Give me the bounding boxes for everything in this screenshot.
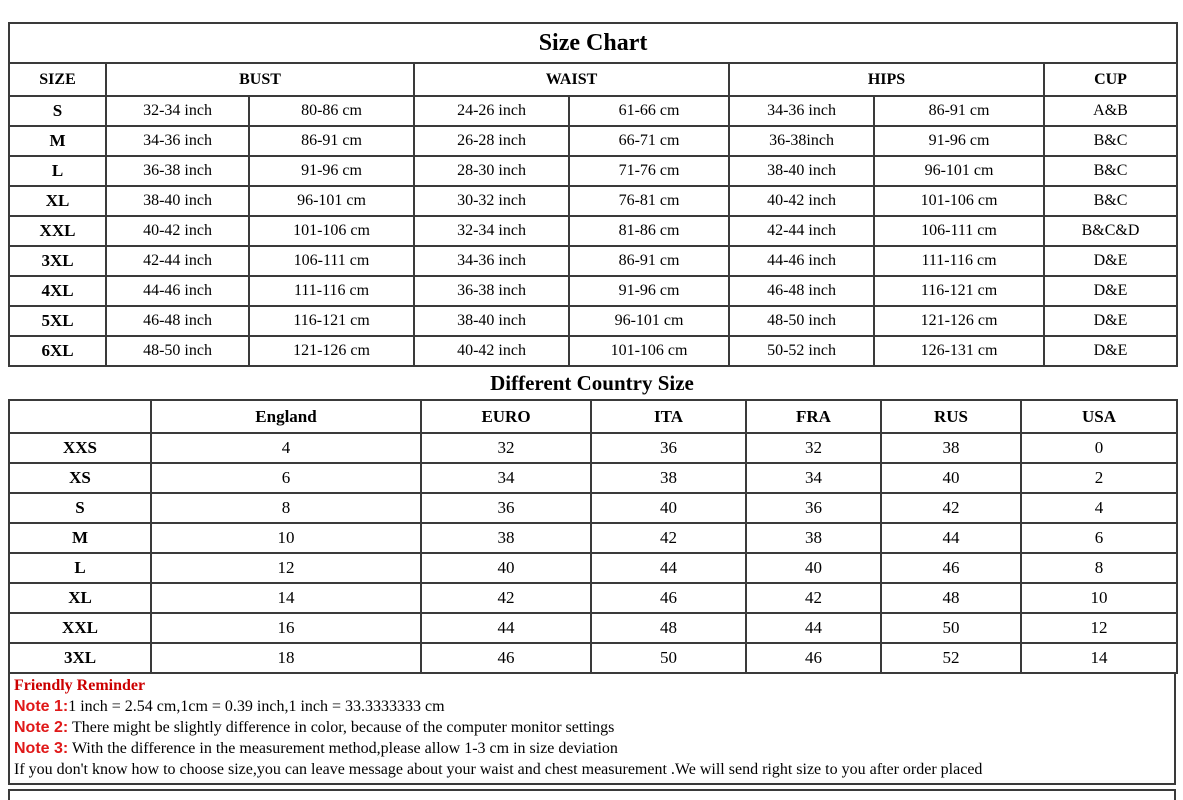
table-cell: 40 [881,463,1021,493]
table-cell: 111-116 cm [249,276,414,306]
row-label: S [9,96,106,126]
row-label: S [9,493,151,523]
table-cell: 91-96 cm [874,126,1044,156]
table-cell: 34-36 inch [414,246,569,276]
row-label: XS [9,463,151,493]
table-cell: 10 [151,523,421,553]
table-cell: D&E [1044,336,1177,366]
row-label: L [9,156,106,186]
table-cell: 34-36 inch [106,126,249,156]
table-cell: 40 [746,553,881,583]
table-cell: 81-86 cm [569,216,729,246]
table-cell: 116-121 cm [249,306,414,336]
size-chart-title-row [9,23,1177,63]
row-label: XL [9,186,106,216]
note-2 [14,717,1170,738]
table-row [9,246,1177,276]
table-cell: 10 [1021,583,1177,613]
table-cell: 30-32 inch [414,186,569,216]
table-cell: 34 [421,463,591,493]
table-row [9,583,1177,613]
table-cell: 44-46 inch [106,276,249,306]
row-label: 3XL [9,246,106,276]
table-cell: 46 [591,583,746,613]
country-size-title: Different Country Size [490,371,694,395]
table-cell: 91-96 cm [569,276,729,306]
row-label: M [9,523,151,553]
table-cell: 2 [1021,463,1177,493]
note-1-text: 1 inch = 2.54 cm,1cm = 0.39 inch,1 inch = 33.3333333 cm [68,698,445,715]
table-row [9,306,1177,336]
column-header-hips: HIPS [729,63,1044,96]
table-cell: 32-34 inch [414,216,569,246]
column-header-bust: BUST [106,63,414,96]
table-cell: 121-126 cm [874,306,1044,336]
table-cell: 40-42 inch [729,186,874,216]
table-cell: 24-26 inch [414,96,569,126]
table-cell: 44 [746,613,881,643]
note-3-label: Note 3: [14,740,69,757]
table-cell: 38-40 inch [729,156,874,186]
table-cell: 48-50 inch [729,306,874,336]
table-cell: B&C [1044,156,1177,186]
table-cell: 38 [591,463,746,493]
table-cell: 96-101 cm [569,306,729,336]
table-cell: 40-42 inch [106,216,249,246]
table-cell: 48 [881,583,1021,613]
size-chart-header-row [9,63,1177,96]
table-cell: 42-44 inch [729,216,874,246]
note-3-text: With the difference in the measurement method,please allow 1-3 cm in size deviation [68,740,618,757]
row-label: L [9,553,151,583]
note-1-label: Note 1: [14,698,69,715]
table-cell: 46 [881,553,1021,583]
row-label: M [9,126,106,156]
table-cell: 44 [881,523,1021,553]
column-header-fra: FRA [746,400,881,433]
table-cell: 71-76 cm [569,156,729,186]
table-cell: 101-106 cm [249,216,414,246]
table-cell: 8 [1021,553,1177,583]
table-cell: 38-40 inch [106,186,249,216]
table-cell: 18 [151,643,421,673]
table-cell: 61-66 cm [569,96,729,126]
table-cell: 111-116 cm [874,246,1044,276]
row-label: XXS [9,433,151,463]
table-cell: 36 [591,433,746,463]
table-row [9,216,1177,246]
column-header-ita: ITA [591,400,746,433]
column-header-rus: RUS [881,400,1021,433]
table-row [9,643,1177,673]
table-cell: 6 [151,463,421,493]
table-cell: 32 [421,433,591,463]
sizing-help-text: If you don't know how to choose size,you can leave message about your waist and chest measurement .We will send right size to you after order placed [14,761,983,778]
table-cell: 6 [1021,523,1177,553]
table-row [9,156,1177,186]
table-cell: 12 [1021,613,1177,643]
table-cell: 46-48 inch [106,306,249,336]
table-cell: 96-101 cm [874,156,1044,186]
size-chart-body [9,96,1177,366]
table-cell: 14 [1021,643,1177,673]
notes-box [8,674,1176,785]
table-cell: 36-38inch [729,126,874,156]
table-cell: 106-111 cm [249,246,414,276]
table-cell: D&E [1044,246,1177,276]
table-row [9,433,1177,463]
table-cell: 80-86 cm [249,96,414,126]
table-cell: B&C [1044,126,1177,156]
table-cell: 4 [151,433,421,463]
column-header-cup: CUP [1044,63,1177,96]
table-cell: 36 [746,493,881,523]
table-cell: 32-34 inch [106,96,249,126]
country-size-body [9,433,1177,673]
table-cell: 42 [421,583,591,613]
table-cell: 40 [591,493,746,523]
table-cell: 36 [421,493,591,523]
column-header-size: SIZE [9,63,106,96]
table-cell: 101-106 cm [569,336,729,366]
table-cell: 76-81 cm [569,186,729,216]
table-cell: 44-46 inch [729,246,874,276]
table-cell: 86-91 cm [249,126,414,156]
table-cell: 44 [421,613,591,643]
table-cell: 36-38 inch [106,156,249,186]
table-cell: 42 [591,523,746,553]
friendly-reminder-heading: Friendly Reminder [14,677,146,694]
table-cell: 0 [1021,433,1177,463]
note-3 [14,738,1170,759]
note-1 [14,696,1170,717]
table-row [9,126,1177,156]
table-cell: 86-91 cm [874,96,1044,126]
table-row [9,493,1177,523]
table-row [9,553,1177,583]
table-cell: 96-101 cm [249,186,414,216]
table-cell: 50-52 inch [729,336,874,366]
table-row [9,463,1177,493]
table-cell: 14 [151,583,421,613]
table-cell: 126-131 cm [874,336,1044,366]
table-cell: 38-40 inch [414,306,569,336]
table-cell: 8 [151,493,421,523]
table-cell: 26-28 inch [414,126,569,156]
table-cell: 46-48 inch [729,276,874,306]
table-row [9,523,1177,553]
table-cell: B&C [1044,186,1177,216]
table-cell: 40-42 inch [414,336,569,366]
table-row [9,96,1177,126]
table-row [9,613,1177,643]
column-header-blank [9,400,151,433]
size-chart-table [8,22,1178,367]
table-cell: 36-38 inch [414,276,569,306]
table-cell: 38 [881,433,1021,463]
table-cell: 121-126 cm [249,336,414,366]
table-cell: 34-36 inch [729,96,874,126]
table-cell: 4 [1021,493,1177,523]
table-cell: 38 [421,523,591,553]
table-cell: 50 [591,643,746,673]
table-cell: 52 [881,643,1021,673]
column-header-euro: EURO [421,400,591,433]
table-cell: 42-44 inch [106,246,249,276]
table-cell: 91-96 cm [249,156,414,186]
table-cell: 28-30 inch [414,156,569,186]
table-cell: 50 [881,613,1021,643]
row-label: 6XL [9,336,106,366]
table-cell: 34 [746,463,881,493]
table-cell: 48-50 inch [106,336,249,366]
country-size-header-row [9,400,1177,433]
table-cell: 46 [421,643,591,673]
table-row [9,186,1177,216]
note-2-label: Note 2: [14,719,69,736]
note-2-text: There might be slightly difference in color, because of the computer monitor settings [68,719,615,736]
table-cell: 101-106 cm [874,186,1044,216]
table-cell: 116-121 cm [874,276,1044,306]
table-cell: 66-71 cm [569,126,729,156]
row-label: 4XL [9,276,106,306]
table-cell: 42 [746,583,881,613]
table-cell: 32 [746,433,881,463]
table-cell: A&B [1044,96,1177,126]
table-cell: 46 [746,643,881,673]
table-cell: 12 [151,553,421,583]
row-label: 5XL [9,306,106,336]
table-cell: 16 [151,613,421,643]
row-label: 3XL [9,643,151,673]
row-label: XL [9,583,151,613]
table-cell: 106-111 cm [874,216,1044,246]
country-size-table [8,399,1178,674]
table-cell: 48 [591,613,746,643]
table-cell: D&E [1044,306,1177,336]
table-cell: D&E [1044,276,1177,306]
table-cell: 86-91 cm [569,246,729,276]
table-cell: 44 [591,553,746,583]
table-row [9,276,1177,306]
row-label: XXL [9,216,106,246]
column-header-england: England [151,400,421,433]
table-cell: 42 [881,493,1021,523]
size-chart-sheet [8,22,1176,800]
column-header-usa: USA [1021,400,1177,433]
column-header-waist: WAIST [414,63,729,96]
table-row [9,336,1177,366]
table-cell: B&C&D [1044,216,1177,246]
page-title: Size Chart [9,23,1177,63]
table-cell: 38 [746,523,881,553]
row-label: XXL [9,613,151,643]
bottom-empty-strip [8,789,1176,800]
table-cell: 40 [421,553,591,583]
